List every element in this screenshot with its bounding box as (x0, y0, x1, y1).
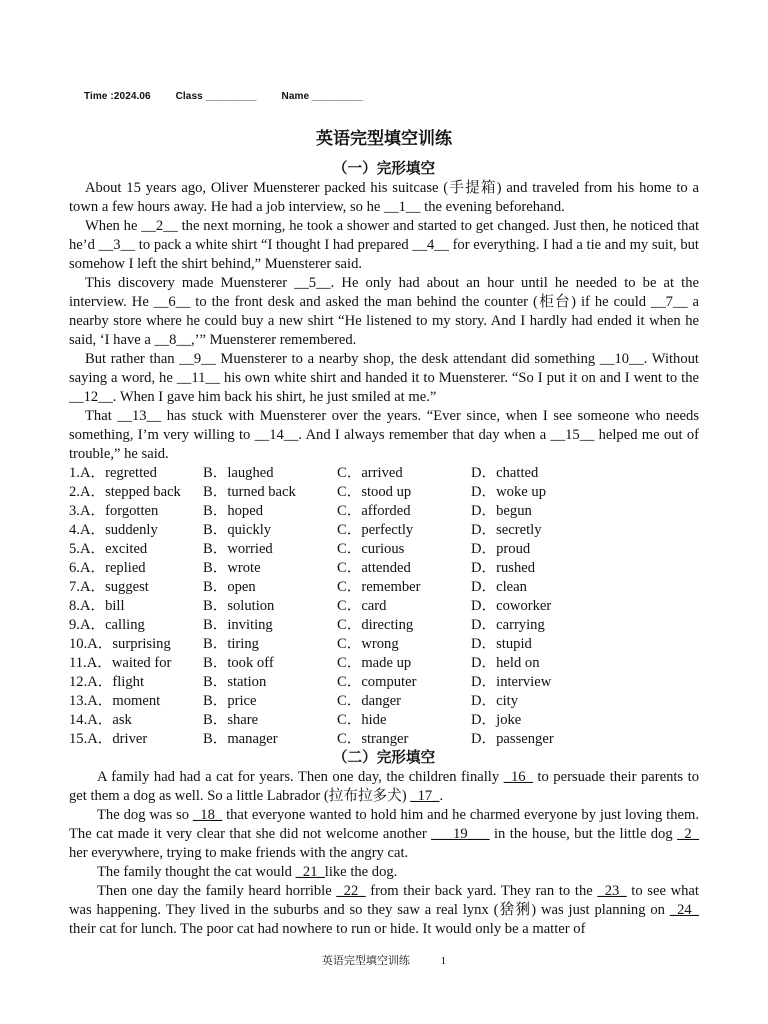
header-class: Class _________ (175, 91, 257, 102)
option-row (69, 502, 699, 521)
option-a: 10.A．surprising (69, 636, 171, 652)
option-d: D．proud (471, 541, 531, 557)
option-d: D．coworker (471, 598, 552, 614)
option-c: C．made up (337, 655, 412, 671)
section2-paragraph (69, 768, 699, 806)
passage-text: her everywhere, trying to make friends with the angry cat. (69, 845, 409, 861)
option-b: B．wrote (203, 560, 261, 576)
option-row (69, 578, 699, 597)
passage-text: their cat for lunch. The poor cat had nowhere to run or hide. It would only be a matter of (69, 921, 586, 937)
passage-text: A family had had a cat for years. Then one day, the children finally (97, 769, 504, 785)
answer-blank: _16_ (503, 769, 533, 785)
option-c: C．wrong (337, 636, 399, 652)
section1-paragraph: This discovery made Muensterer __5__. He only had about an hour until he needed to be at the interview. He __6__ to the front desk and asked the man behind the counter (柜台) if he could __7__ a nearby store where he could buy a new shirt “He listened to my story. And I hardly had ended it when he said, ‘I have a __8__,’” Muensterer remembered. (69, 275, 699, 348)
passage-text: . (439, 788, 444, 804)
option-a: 11.A．waited for (69, 655, 172, 671)
option-row (69, 521, 699, 540)
section2-passage (69, 768, 699, 939)
option-row (69, 464, 699, 483)
passage-text: The dog was so (97, 807, 193, 823)
header-time: Time :2024.06 (84, 91, 151, 102)
footer-label: 英语完型填空训练 (321, 955, 410, 967)
passage-text: from their back yard. They ran to the (365, 883, 598, 899)
option-a: 1.A．regretted (69, 465, 157, 481)
section1-paragraph: When he __2__ the next morning, he took a shower and started to get changed. Just then, he noticed that he’d __3__ to pack a white shirt “I thought I had prepared __4__ for everything. I had a tie and my suit, but somehow I left the shirt behind,” Muensterer said. (69, 218, 699, 272)
option-d: D．secretly (471, 522, 542, 538)
passage-text: that everyone wanted to hold him and he charmed everyone by just loving them. The cat made it very clear that she did not welcome another (69, 807, 699, 842)
section1-paragraph: About 15 years ago, Oliver Muensterer packed his suitcase (手提箱) and traveled from his home to a town a few hours away. He had a job interview, so he __1__ the evening beforehand. (69, 180, 699, 215)
option-b: B．manager (203, 731, 278, 747)
option-c: C．directing (337, 617, 414, 633)
option-b: B．took off (203, 655, 274, 671)
option-b: B．worried (203, 541, 273, 557)
option-c: C．curious (337, 541, 405, 557)
section2-paragraph (69, 863, 699, 882)
answer-blank: _21_ (295, 864, 325, 880)
option-row (69, 730, 699, 749)
option-a: 3.A．forgotten (69, 503, 159, 519)
option-c: C．card (337, 598, 387, 614)
option-a: 13.A．moment (69, 693, 161, 709)
option-a: 5.A．excited (69, 541, 148, 557)
option-a: 12.A．flight (69, 674, 144, 690)
option-a: 2.A．stepped back (69, 484, 181, 500)
option-a: 8.A．bill (69, 598, 125, 614)
document-title: 英语完型填空训练 (316, 129, 452, 148)
option-c: C．danger (337, 693, 402, 709)
answer-blank: _22_ (336, 883, 366, 899)
option-a: 9.A．calling (69, 617, 145, 633)
option-b: B．hoped (203, 503, 263, 519)
option-b: B．tiring (203, 636, 259, 652)
answer-blank: _23_ (597, 883, 627, 899)
option-row (69, 654, 699, 673)
page-number: 1 (440, 955, 447, 967)
passage-text: in the house, but the little dog (489, 826, 678, 842)
option-b: B．share (203, 712, 259, 728)
option-c: C．attended (337, 560, 411, 576)
option-row (69, 616, 699, 635)
answer-blank: _17_ (410, 788, 440, 804)
option-c: C．computer (337, 674, 417, 690)
option-c: C．arrived (337, 465, 403, 481)
section2-title: （二）完形填空 (332, 750, 436, 766)
passage-text: Then one day the family heard horrible (97, 883, 337, 899)
option-d: D．woke up (471, 484, 546, 500)
option-row (69, 673, 699, 692)
passage-text: to see what was happening. They lived in the suburbs and so they saw a real lynx (猞猁) was just planning on (69, 883, 699, 918)
option-b: B．laughed (203, 465, 274, 481)
section2-paragraph (69, 882, 699, 939)
option-d: D．chatted (471, 465, 539, 481)
option-a: 7.A．suggest (69, 579, 149, 595)
option-c: C．afforded (337, 503, 411, 519)
option-c: C．stood up (337, 484, 412, 500)
option-a: 6.A．replied (69, 560, 146, 576)
header-name: Name _________ (281, 91, 363, 102)
option-c: C．hide (337, 712, 387, 728)
option-d: D．rushed (471, 560, 536, 576)
option-d: D．interview (471, 674, 552, 690)
option-row (69, 540, 699, 559)
option-a: 15.A．driver (69, 731, 148, 747)
option-row (69, 559, 699, 578)
option-b: B．solution (203, 598, 275, 614)
passage-text: to persuade their parents to get them a dog as well. So a little Labrador (拉布拉多犬) (69, 769, 699, 804)
option-c: C．perfectly (337, 522, 414, 538)
option-d: D．passenger (471, 731, 554, 747)
option-row (69, 692, 699, 711)
option-d: D．city (471, 693, 519, 709)
answer-blank: _24_ (669, 902, 699, 918)
option-d: D．begun (471, 503, 532, 519)
option-row (69, 635, 699, 654)
option-d: D．clean (471, 579, 527, 595)
answer-blank: _18_ (192, 807, 223, 823)
answer-blank: ___19___ (431, 826, 490, 842)
option-a: 4.A．suddenly (69, 522, 158, 538)
section1-paragraph: That __13__ has stuck with Muensterer over the years. “Ever since, when I see someone who needs something, I’m very willing to __14__. And I always remember that day when a __15__ helped me out of trouble,” he said. (69, 408, 699, 462)
option-c: C．stranger (337, 731, 409, 747)
option-b: B．quickly (203, 522, 272, 538)
option-row (69, 711, 699, 730)
option-d: D．stupid (471, 636, 532, 652)
option-row (69, 597, 699, 616)
option-d: D．carrying (471, 617, 545, 633)
option-b: B．inviting (203, 617, 273, 633)
section1-title: （一）完形填空 (332, 161, 436, 177)
option-row (69, 483, 699, 502)
option-b: B．turned back (203, 484, 296, 500)
passage-text: The family thought the cat would (97, 864, 296, 880)
section1-paragraph: But rather than __9__ Muensterer to a nearby shop, the desk attendant did something __10__. Without saying a word, he __11__ his own white shirt and handed it to Muensterer. “So I put it on and I went to the __12__. When I gave him back his shirt, he just smiled at me.” (69, 351, 699, 405)
section2-paragraph (69, 806, 699, 863)
option-b: B．price (203, 693, 257, 709)
passage-text: like the dog. (324, 864, 398, 880)
document-body (69, 160, 699, 939)
header-line (84, 91, 385, 102)
page-footer (0, 952, 768, 968)
option-b: B．station (203, 674, 267, 690)
option-d: D．joke (471, 712, 522, 728)
option-a: 14.A．ask (69, 712, 132, 728)
options-table (69, 464, 699, 749)
option-c: C．remember (337, 579, 421, 595)
answer-blank: _2_ (677, 826, 699, 842)
option-b: B．open (203, 579, 256, 595)
option-d: D．held on (471, 655, 540, 671)
